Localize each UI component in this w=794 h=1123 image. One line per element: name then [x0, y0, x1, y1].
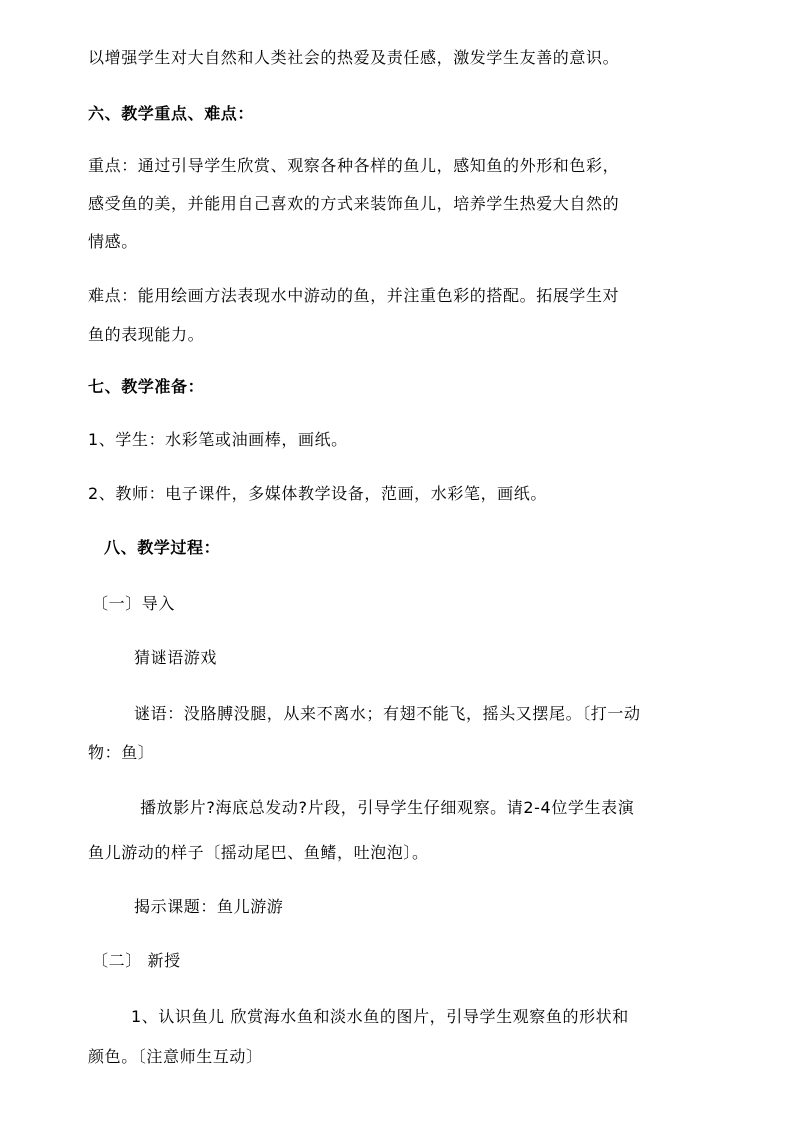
heading-preparation: 七、教学准备： — [88, 377, 205, 396]
paragraph-difficulty-line-1: 难点：能用绘画方法表现水中游动的鱼，并注重色彩的搭配。拓展学生对 — [88, 286, 620, 305]
section-new-lesson: 〔二〕 新授 — [92, 951, 181, 970]
paragraph-key-line-3: 情感。 — [88, 232, 138, 251]
paragraph-learn-line-2: 颜色。〔注意师生互动〕 — [88, 1047, 263, 1066]
paragraph-reveal-topic: 揭示课题：鱼儿游游 — [134, 897, 284, 916]
paragraph-learn-line-1: 1、认识鱼儿 欣赏海水鱼和淡水鱼的图片，引导学生观察鱼的形状和 — [131, 1007, 629, 1026]
paragraph-key-line-2: 感受鱼的美，并能用自己喜欢的方式来装饰鱼儿，培养学生热爱大自然的 — [88, 194, 620, 213]
paragraph-prep-students: 1、学生：水彩笔或油画棒，画纸。 — [88, 430, 348, 449]
paragraph-video-line-2: 鱼儿游动的样子〔摇动尾巴、鱼鳍，吐泡泡〕。 — [88, 843, 429, 862]
paragraph-intro-end: 以增强学生对大自然和人类社会的热爱及责任感，激发学生友善的意识。 — [88, 48, 620, 67]
paragraph-prep-teacher: 2、教师：电子课件，多媒体教学设备，范画，水彩笔，画纸。 — [88, 484, 547, 503]
paragraph-key-line-1: 重点：通过引导学生欣赏、观察各种各样的鱼儿，感知鱼的外形和色彩， — [88, 156, 620, 175]
heading-process: 八、教学过程： — [104, 538, 221, 557]
section-intro: 〔一〕导入 — [92, 594, 176, 613]
paragraph-riddle-game: 猜谜语游戏 — [134, 648, 218, 667]
heading-key-points: 六、教学重点、难点： — [88, 104, 255, 123]
paragraph-difficulty-line-2: 鱼的表现能力。 — [88, 325, 205, 344]
paragraph-riddle-line-1: 谜语：没胳膊没腿，从来不离水；有翅不能飞，摇头又摆尾。〔打一动 — [134, 704, 641, 723]
paragraph-video-line-1: 播放影片?海底总发动?片段，引导学生仔细观察。请2-4位学生表演 — [140, 798, 635, 817]
paragraph-riddle-line-2: 物：鱼〕 — [88, 743, 155, 762]
